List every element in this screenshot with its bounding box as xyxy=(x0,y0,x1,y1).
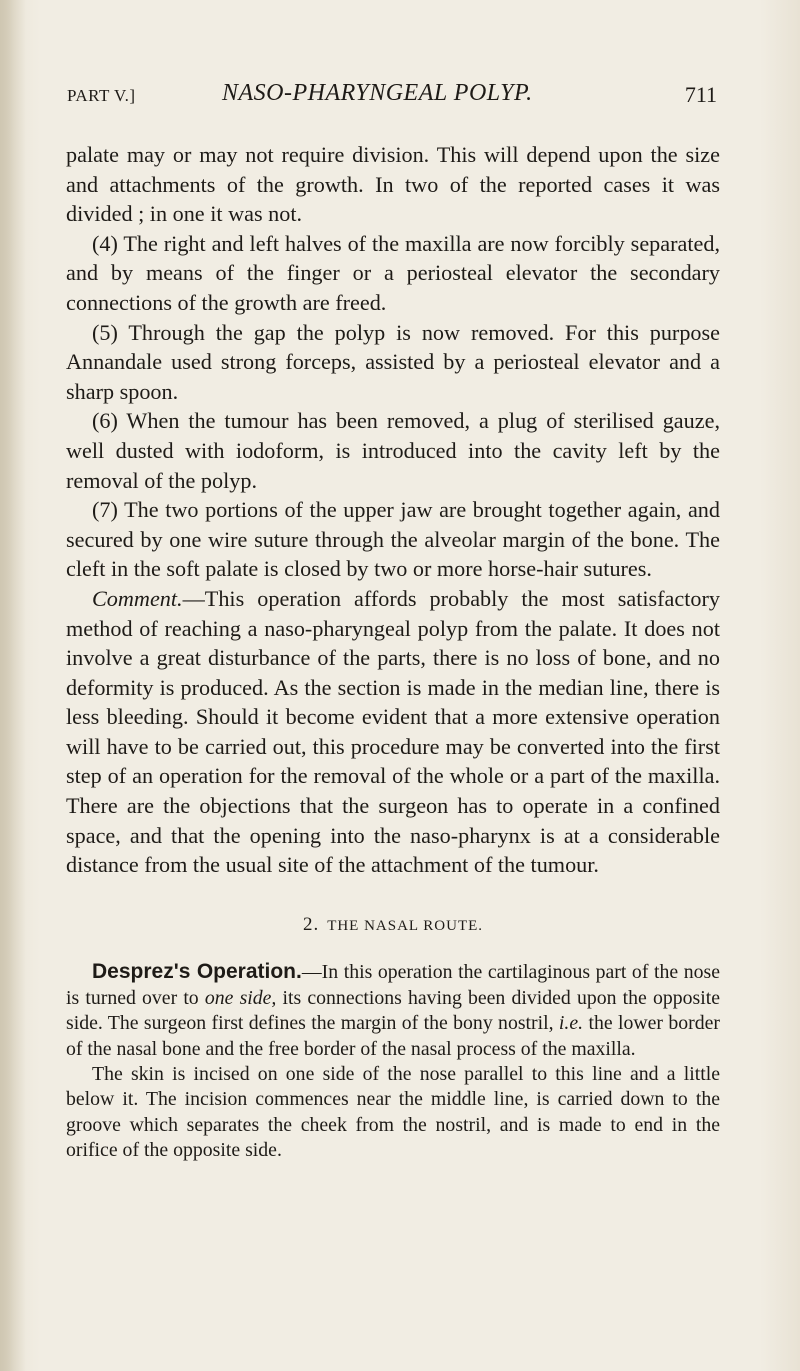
operation-heading: Desprez's Operation. xyxy=(92,960,302,984)
comment-label: Comment. xyxy=(92,585,183,611)
part-label: PART V.] xyxy=(67,86,136,105)
binding-shadow xyxy=(0,0,26,1371)
running-title: NASO-PHARYNGEAL POLYP. xyxy=(222,80,533,106)
desprez-text: —In this operation the cartilaginous part of the nose is turned over to xyxy=(66,961,720,1009)
desprez-italic: one side, xyxy=(204,986,277,1009)
section-heading xyxy=(66,910,720,942)
comment-text: —This operation affords probably the most satisfactory method of reaching a naso-pharyngeal polyp from the palate. It does not involve a great disturbance of the parts, there is no loss of bone, and no deformity is produced. As the section is made in the median line, there is less bleeding. Should it become evident that a more extensive operation will have to be carried out, this procedure may be converted into the first step of an operation for the removal of the whole or a part of the maxilla. There are the objections that the surgeon has to operate in a confined space, and that the opening into the naso-pharynx is at a considerable distance from the usual site of the attachment of the tumour. xyxy=(66,585,720,878)
desprez-paragraph xyxy=(66,959,720,1062)
incision-paragraph: The skin is incised on one side of the nose parallel to this line and a little below it. The incision commences near the middle line, is carried down to the groove which separates the cheek from the nostril, and is made to end in the orifice of the opposite side. xyxy=(66,1063,720,1162)
paragraph: (6) When the tumour has been removed, a plug of sterilised gauze, well dusted with iodoform, is introduced into the cavity left by the removal of the polyp. xyxy=(66,408,720,493)
body-text xyxy=(66,140,720,1164)
desprez-text-end: the lower border of the nasal bone and the free border of the nasal process of the maxilla. xyxy=(66,1012,720,1060)
paragraph: (7) The two portions of the upper jaw are brought together again, and secured by one wire suture through the alveolar margin of the bone. The cleft in the soft palate is closed by two or more horse-hair sutures. xyxy=(66,497,720,582)
running-header xyxy=(67,80,717,112)
section-number: 2. xyxy=(302,913,320,935)
paragraph: palate may or may not require division. This will depend upon the size and attachments of the growth. In two of the reported cases it was divided ; in one it was not. xyxy=(66,142,720,227)
page-number: 711 xyxy=(684,82,717,107)
small-print-block xyxy=(66,959,720,1163)
desprez-text-cont: its connections having been divided upon the opposite side. The surgeon first defines the margin of the bony nostril, xyxy=(66,986,721,1035)
paragraph: (5) Through the gap the polyp is now removed. For this purpose Annandale used strong forceps, assisted by a periosteal elevator and a sharp spoon. xyxy=(66,319,720,404)
paragraph: (4) The right and left halves of the maxilla are now forcibly separated, and by means of the finger or a periosteal elevator the secondary connections of the growth are freed. xyxy=(66,230,720,315)
section-title: THE NASAL ROUTE. xyxy=(327,917,484,934)
ie-abbrev: i.e. xyxy=(558,1012,584,1035)
comment-paragraph xyxy=(66,584,720,880)
